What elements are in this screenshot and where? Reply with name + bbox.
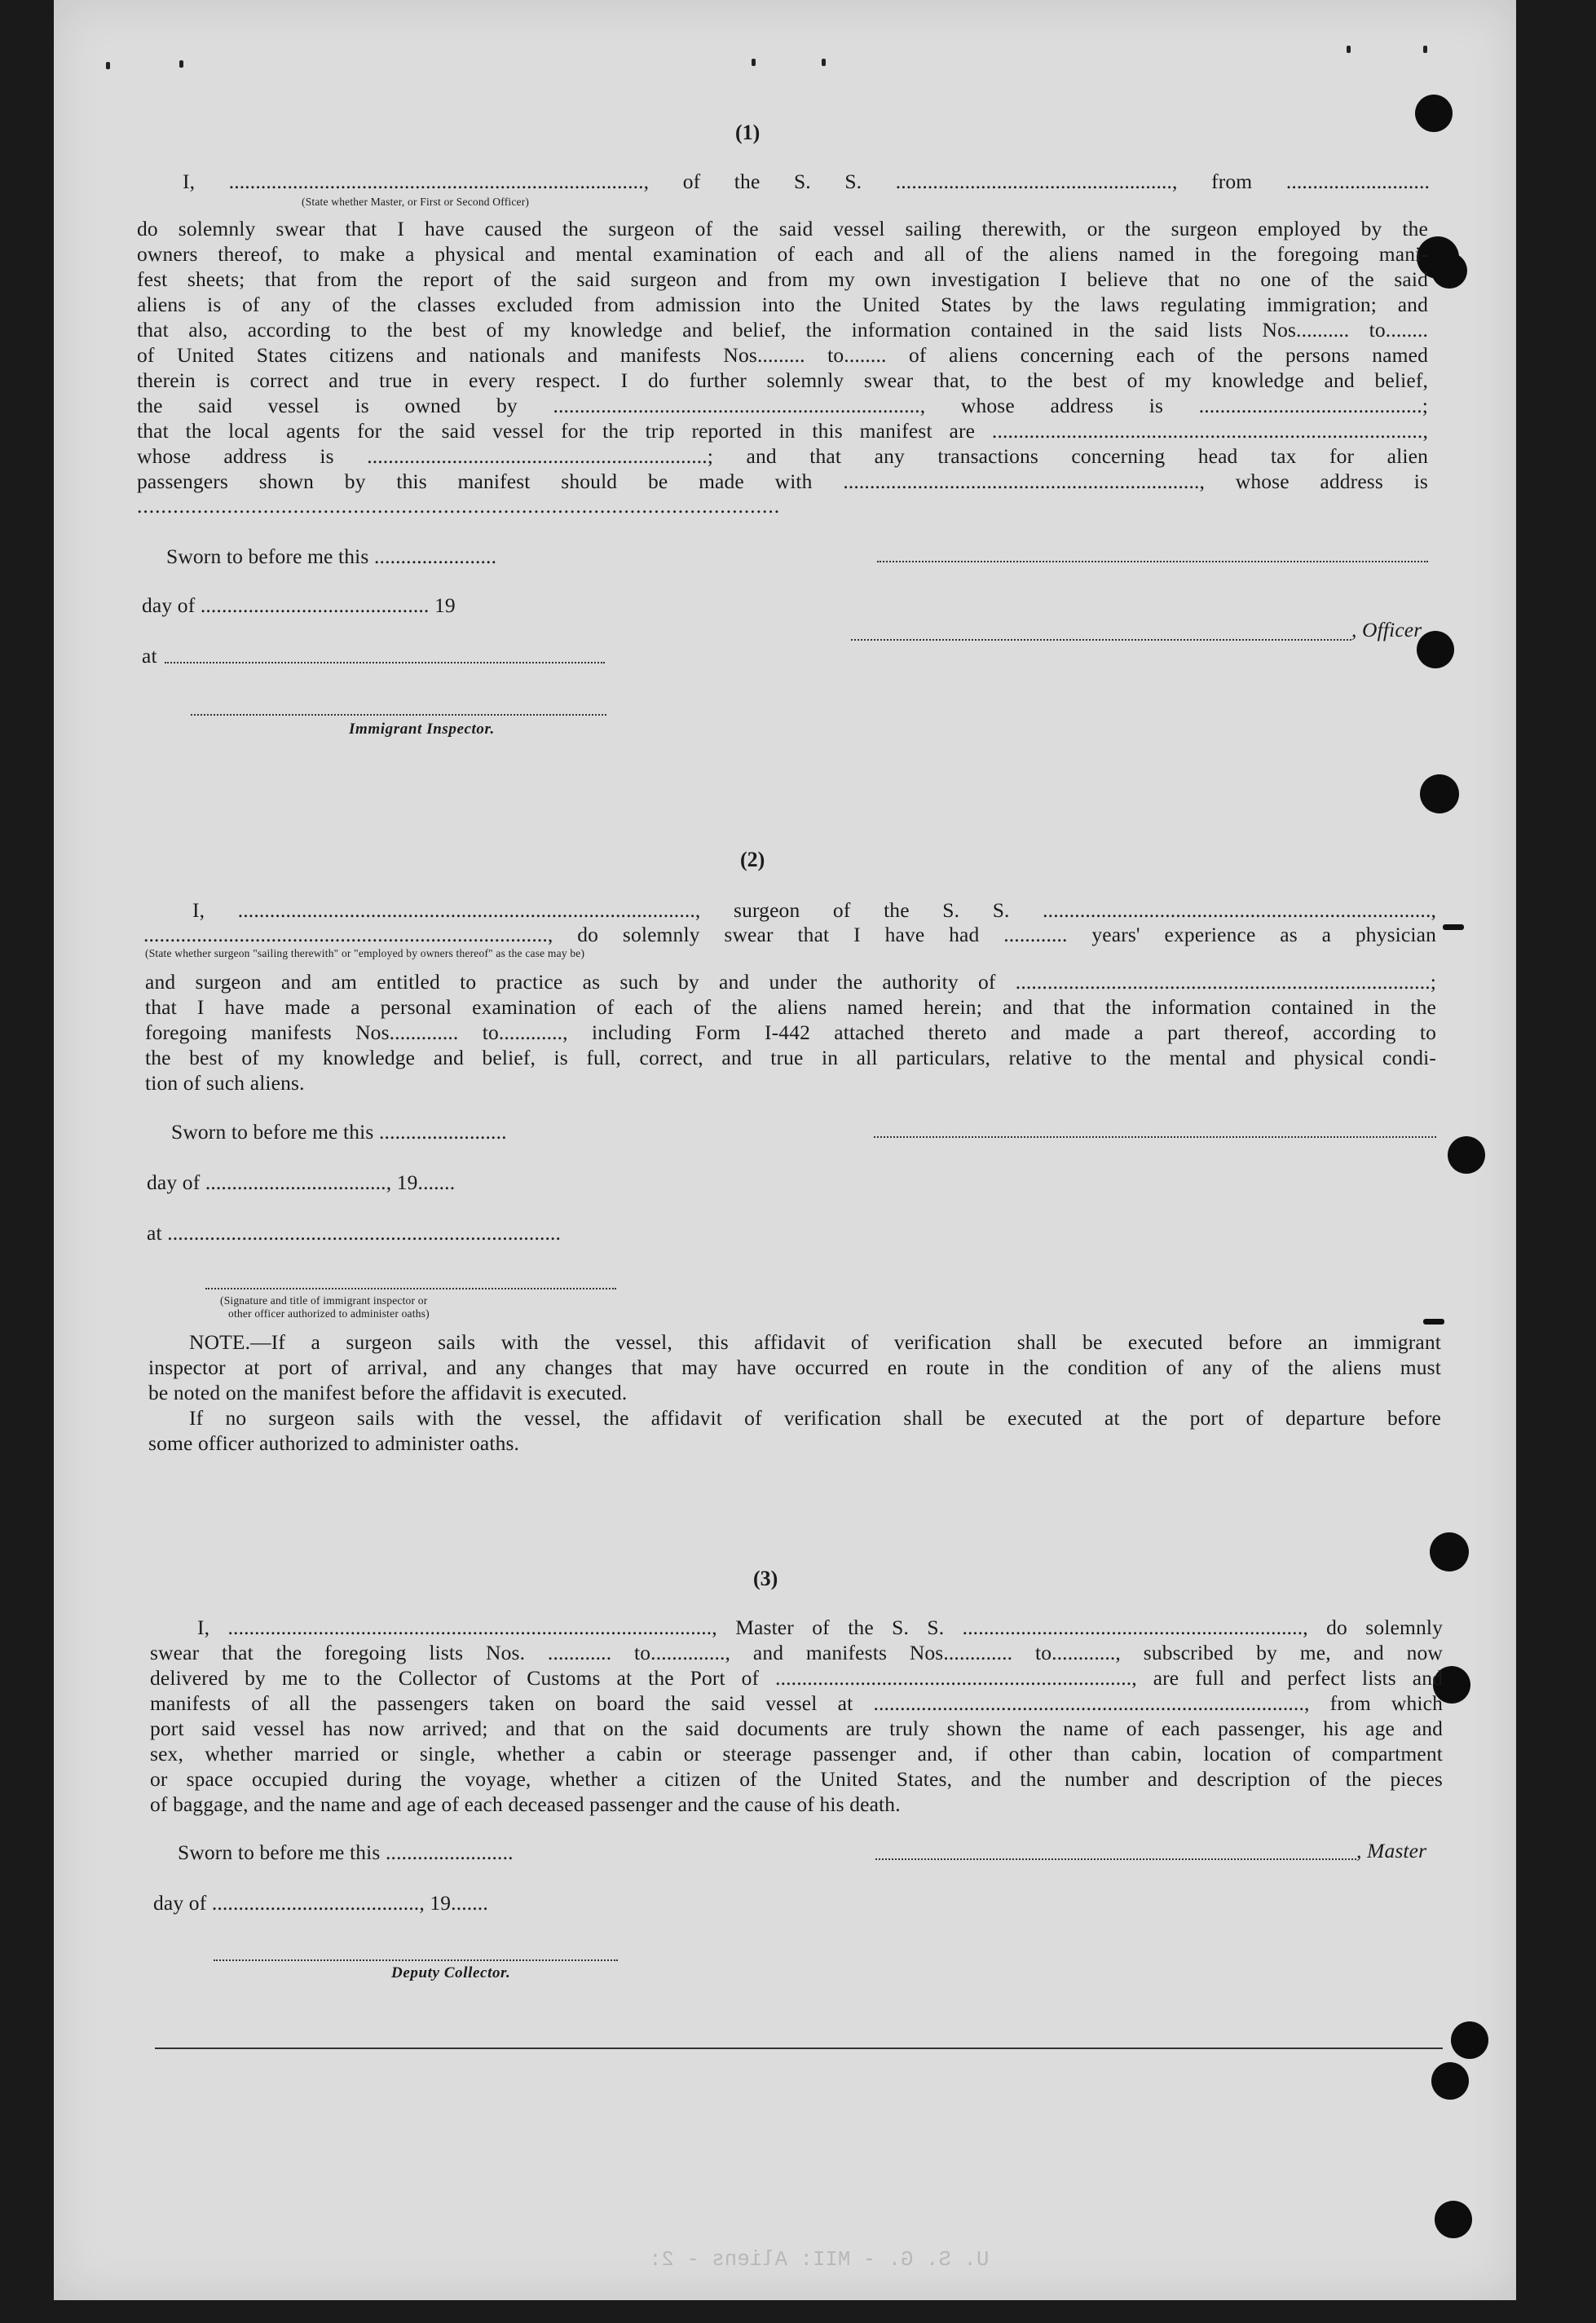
- punch-hole: [1420, 774, 1459, 813]
- section-1-sworn: Sworn to before me this .......................: [166, 544, 497, 568]
- section-2-para-line: and surgeon and am entitled to practice as such by and under the authority of ..............................................................................;: [145, 970, 1436, 994]
- section-2-sworn: Sworn to before me this ........................: [171, 1120, 507, 1144]
- deputy-signature-line: [214, 1959, 618, 1961]
- section-2-para-line: tion of such aliens.: [145, 1071, 305, 1095]
- note-line: inspector at port of arrival, and any changes that may have occurred en route in the condition of any of the aliens must: [148, 1355, 1441, 1379]
- section-1-line-1: I, .............................................................................., of the S. S. ...................................................., from ...........................: [183, 170, 1430, 193]
- section-1-para-line: whose address is ................................................................; and that any transactions concerning head tax for alien: [137, 444, 1428, 468]
- section-1-para-line: fest sheets; that from the report of the said surgeon and from my own investigation I believe that no one of the said: [137, 267, 1428, 291]
- section-1-para-line: aliens is of any of the classes excluded from admission into the United States by the laws regulating immigration; and: [137, 293, 1428, 316]
- section-3-para-line: of baggage, and the name and age of each deceased passenger and the cause of his death.: [150, 1792, 901, 1816]
- section-1-officer-label: , Officer: [1351, 618, 1422, 641]
- scan-mark: [1347, 46, 1351, 53]
- punch-hole: [1431, 253, 1467, 289]
- section-1-para-line: owners thereof, to make a physical and mental examination of each and all of the aliens named in the foregoing mani-: [137, 242, 1428, 266]
- note-line: NOTE.—If a surgeon sails with the vessel, this affidavit of verification shall be executed before an immigrant: [189, 1330, 1441, 1354]
- section-3-para-line: manifests of all the passengers taken on board the said vessel at ................................................................................., from which: [150, 1691, 1443, 1715]
- section-2-line-2: ............................................................................, do solemnly swear that I have had ............ years' experience as a physician: [143, 923, 1436, 946]
- scan-mark: [1423, 1319, 1444, 1325]
- bleed-through-text: U. S. G. - MII: Aliens - 2:: [649, 2248, 990, 2272]
- section-1-para-line: that also, according to the best of my knowledge and belief, the information contained in the said lists Nos.......... to........: [137, 318, 1428, 342]
- section-1-para-line: of United States citizens and nationals and manifests Nos......... to........ of aliens concerning each of the persons named: [137, 343, 1428, 367]
- note-line: be noted on the manifest before the affidavit is executed.: [148, 1381, 628, 1404]
- section-2-para-line: the best of my knowledge and belief, is full, correct, and true in all particulars, relative to the mental and physical condi-: [145, 1046, 1436, 1069]
- punch-hole: [1430, 1532, 1469, 1571]
- punch-hole: [1448, 1136, 1485, 1174]
- section-1-para-line: therein is correct and true in every respect. I do further solemnly swear that, to the best of my knowledge and belief,: [137, 368, 1428, 392]
- punch-hole: [1431, 2062, 1469, 2100]
- inspector-signature-line: [191, 714, 606, 716]
- section-1-last-dots: ...........................................................................................................: [137, 494, 781, 518]
- section-2-at: at ..........................................................................: [147, 1221, 562, 1245]
- section-3-para-line: I, ..........................................................................................., Master of the S. S. ................................................................, do solemnly: [197, 1616, 1443, 1639]
- scan-mark: [106, 62, 110, 69]
- section-3-para-line: delivered by me to the Collector of Customs at the Port of ..................................................................., are full and perfect lists and: [150, 1666, 1443, 1690]
- section-1-at-line: [165, 662, 605, 663]
- scan-mark: [1443, 924, 1464, 930]
- officer-signature-line: [851, 639, 1351, 641]
- section-2-officer-signature-line: [205, 1288, 616, 1289]
- section-2-para-line: foregoing manifests Nos............. to............, including Form I-442 attached thereto and made a part thereof, according to: [145, 1020, 1436, 1044]
- section-2-sig-note-2: other officer authorized to administer oaths): [228, 1307, 430, 1320]
- section-1-para-line: that the local agents for the said vessel for the trip reported in this manifest are .................................................................................,: [137, 419, 1428, 443]
- scan-mark: [1423, 46, 1427, 53]
- section-1-at: at: [142, 644, 157, 668]
- section-2-number: (2): [740, 848, 765, 871]
- master-signature-line: [875, 1858, 1356, 1860]
- section-3-number: (3): [753, 1567, 778, 1590]
- scan-mark: [822, 59, 826, 66]
- section-3-master-label: , Master: [1356, 1839, 1427, 1862]
- bottom-rule: [155, 2048, 1443, 2049]
- note-line: some officer authorized to administer oaths.: [148, 1431, 520, 1455]
- document-page: [54, 0, 1516, 2300]
- note-line: If no surgeon sails with the vessel, the affidavit of verification shall be executed at the port of departure before: [189, 1406, 1441, 1430]
- section-3-para-line: swear that the foregoing lists Nos. ............ to.............., and manifests Nos............. to............, subscribed by me, and now: [150, 1641, 1443, 1664]
- section-2-sig-note-1: (Signature and title of immigrant inspector or: [220, 1294, 428, 1307]
- scan-mark: [179, 60, 183, 68]
- section-3-day: day of ......................................., 19.......: [153, 1891, 488, 1915]
- section-1-inspector-caption: Immigrant Inspector.: [349, 721, 495, 738]
- section-1-day: day of ........................................... 19: [142, 593, 456, 617]
- section-1-para-line: the said vessel is owned by ....................................................................., whose address is ..........................................;: [137, 394, 1428, 417]
- section-2-line-2-note: (State whether surgeon "sailing therewith" or "employed by owners thereof" as the case may be): [145, 947, 585, 959]
- section-3-deputy-caption: Deputy Collector.: [391, 1964, 511, 1981]
- punch-hole: [1435, 2201, 1472, 2238]
- section-3-para-line: sex, whether married or single, whether a cabin or steerage passenger and, if other than cabin, location of compartment: [150, 1742, 1443, 1765]
- section-3-sworn: Sworn to before me this ........................: [178, 1840, 514, 1864]
- section-3-para-line: port said vessel has now arrived; and that on the said documents are truly shown the name of each passenger, his age and: [150, 1717, 1443, 1740]
- section-1-line-1-note: (State whether Master, or First or Second Officer): [302, 196, 530, 208]
- section-1-signature-line: [877, 561, 1428, 562]
- punch-hole: [1417, 631, 1454, 668]
- surgeon-signature-line: [874, 1136, 1436, 1138]
- section-2-para-line: that I have made a personal examination of each of the aliens named herein; and that the information contained in the: [145, 995, 1436, 1019]
- section-2-line-1: I, ......................................................................................, surgeon of the S. S. .........................................................................,: [192, 898, 1436, 922]
- punch-hole: [1451, 2021, 1488, 2059]
- section-2-day: day of .................................., 19.......: [147, 1170, 456, 1194]
- punch-hole: [1415, 95, 1453, 132]
- section-1-para-line: passengers shown by this manifest should be made with ..................................................................., whose address is: [137, 469, 1428, 493]
- section-1-para-line: do solemnly swear that I have caused the surgeon of the said vessel sailing therewith, or the surgeon employed by the: [137, 217, 1428, 240]
- section-1-number: (1): [735, 121, 761, 144]
- section-3-para-line: or space occupied during the voyage, whether a citizen of the United States, and the number and description of the pieces: [150, 1767, 1443, 1791]
- scan-mark: [752, 59, 756, 66]
